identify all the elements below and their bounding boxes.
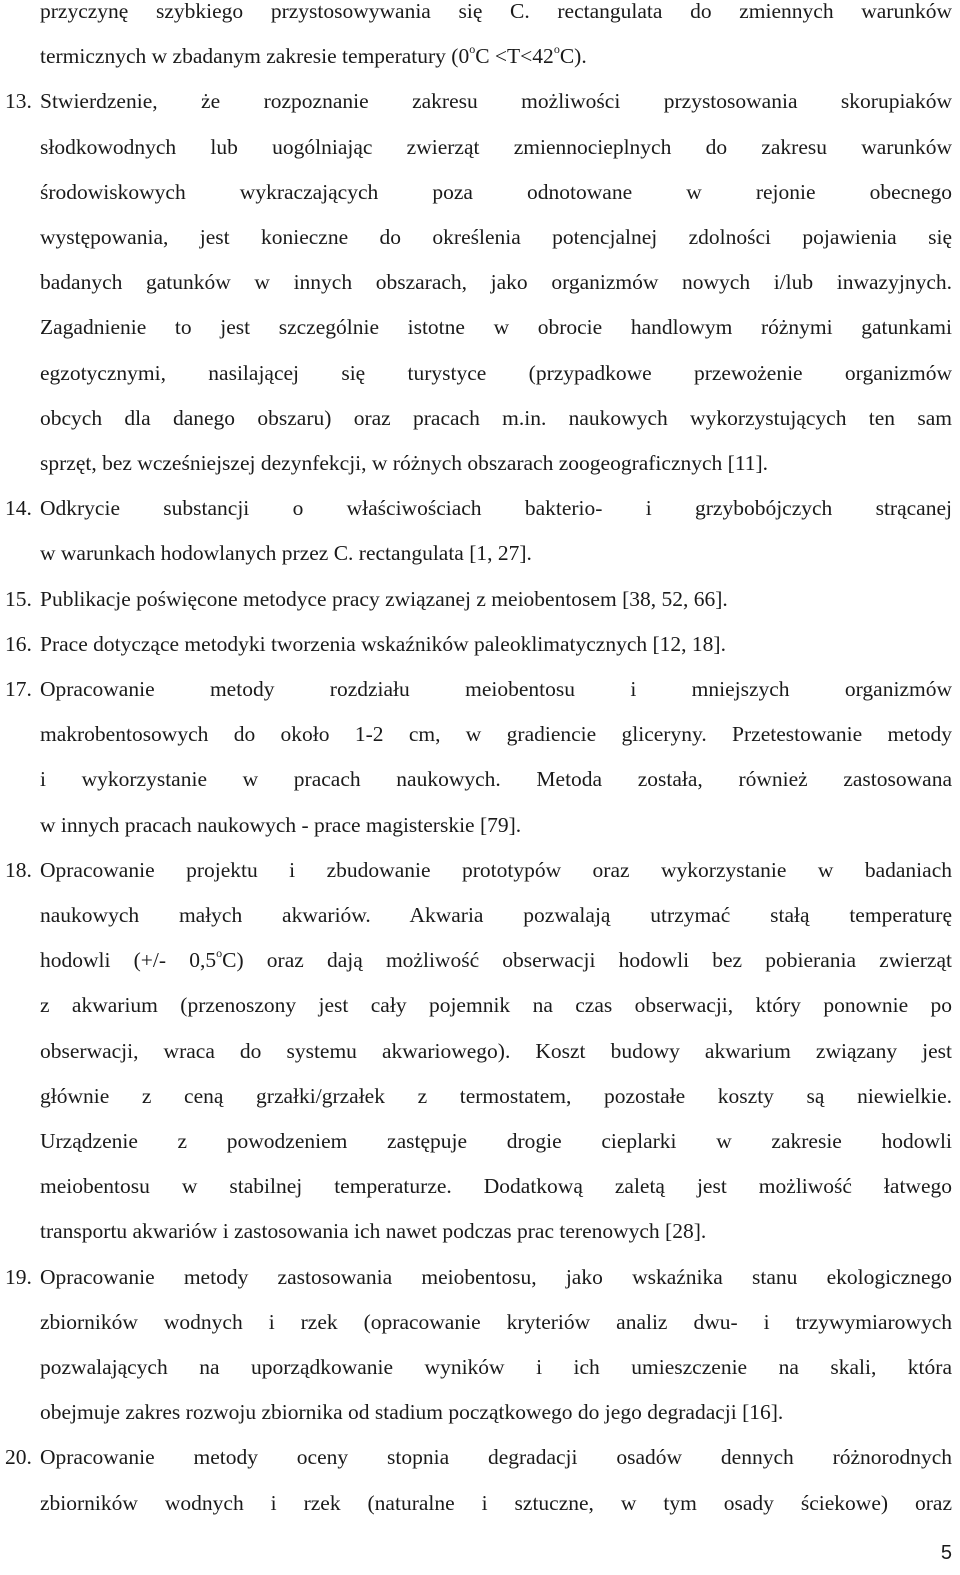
text-line [40,1390,952,1435]
text-line [40,848,952,893]
text-line [40,893,952,938]
superscript-text: o [216,946,223,961]
text-line [40,757,952,802]
line-text: Odkrycie substancji o właściwościach bakterio- i grzybobójczych strącanej [40,496,952,521]
line-text: C). [559,44,587,69]
line-text: środowiskowych wykraczających poza odnotowane w rejonie obecnego [40,179,952,204]
text-line [40,34,952,79]
text-line [40,125,952,170]
text-line [40,1481,952,1526]
line-text: badanych gatunków w innych obszarach, jako organizmów nowych i/lub inwazyjnych. [40,270,952,295]
line-text: obejmuje zakres rozwoju zbiornika od stadium początkowego do jego degradacji [16]. [40,1400,784,1425]
text-line [40,396,952,441]
text-line [40,486,952,531]
line-text: pozwalających na uporządkowanie wyników i ich umieszczenie na skali, która [40,1355,952,1379]
line-text: egzotycznymi, nasilającej się turystyce (przypadkowe przewożenie organizmów [40,360,952,385]
line-text: transportu akwariów i zastosowania ich nawet podczas prac terenowych [28]. [40,1219,707,1244]
line-text: występowania, jest konieczne do określenia potencjalnej zdolności pojawienia się [40,225,952,249]
text-line [40,1029,952,1074]
line-text: obcych dla danego obszaru) oraz pracach m.in. naukowych wykorzystujących ten sam [40,405,952,430]
text-line [40,1074,952,1119]
line-text: C) oraz dają możliwość obserwacji hodowli bez pobierania zwierząt [222,948,952,973]
text-line [40,305,952,350]
text-line [40,351,952,396]
superscript-text: o [469,42,476,57]
line-text: głównie z ceną grzałki/grzałek z termostatem, pozostałe koszty są niewielkie. [40,1083,952,1108]
text-line [40,1164,952,1209]
list-item-number: 20. [5,1445,32,1470]
line-text: słodkowodnych lub uogólniając zwierząt zmiennocieplnych do zakresu warunków [40,134,952,159]
text-line [40,1119,952,1164]
line-text: Opracowanie metody rozdziału meiobentosu i mniejszych organizmów [40,677,952,701]
line-text: zbiorników wodnych i rzek (naturalne i sztuczne, w tym osady ściekowe) oraz [40,1490,952,1515]
line-text: Stwierdzenie, że rozpoznanie zakresu możliwości przystosowania skorupiaków [40,89,952,114]
list-item-number: 17. [5,677,32,701]
list-item-number: 18. [5,857,32,882]
list-item-number: 16. [5,631,32,656]
text-line [40,983,952,1028]
text-line [40,215,952,260]
line-text: Publikacje poświęcone metodyce pracy związanej z meiobentosem [38, 52, 66]. [40,586,728,611]
text-line [40,531,952,576]
line-text: hodowli (+/- 0,5 [40,948,217,973]
line-text: Urządzenie z powodzeniem zastępuje drogie cieplarki w zakresie hodowli [40,1129,952,1153]
line-text: obserwacji, wraca do systemu akwariowego). Koszt budowy akwarium związany jest [40,1038,952,1063]
text-line [40,577,952,622]
text-line [40,938,952,983]
line-text: Opracowanie metody zastosowania meiobentosu, jako wskaźnika stanu ekologicznego [40,1264,952,1289]
text-line [40,803,952,848]
line-text: C <T<42 [475,44,554,69]
line-text: Opracowanie projektu i zbudowanie prototypów oraz wykorzystanie w badaniach [40,857,952,882]
text-line [40,622,952,667]
superscript-text: o [553,42,560,57]
text-line [40,260,952,305]
list-item-number: 19. [5,1264,32,1289]
list-item-number: 13. [5,89,32,114]
line-text: przyczynę szybkiego przystosowywania się C. rectangulata do zmiennych warunków [40,0,952,23]
text-line [40,1209,952,1254]
line-text: Prace dotyczące metodyki tworzenia wskaźników paleoklimatycznych [12, 18]. [40,631,726,656]
line-text: Zagadnienie to jest szczególnie istotne w obrocie handlowym różnymi gatunkami [40,315,952,340]
text-line [40,1300,952,1345]
line-text: i wykorzystanie w pracach naukowych. Metoda została, również zastosowana [40,767,952,792]
text-line [40,170,952,215]
text-line [40,0,952,34]
text-line [40,667,952,712]
text-line [40,441,952,486]
text-line [40,1345,952,1390]
list-item-number: 14. [5,496,32,521]
line-text: makrobentosowych do około 1-2 cm, w gradiencie gliceryny. Przetestowanie metody [40,722,952,747]
line-text: sprzęt, bez wcześniejszej dezynfekcji, w różnych obszarach zoogeograficznych [11]. [40,451,769,475]
line-text: zbiorników wodnych i rzek (opracowanie kryteriów analiz dwu- i trzywymiarowych [40,1309,952,1334]
line-text: z akwarium (przenoszony jest cały pojemnik na czas obserwacji, który ponownie po [40,993,952,1018]
text-line [40,1255,952,1300]
text-line [40,79,952,124]
line-text: naukowych małych akwariów. Akwaria pozwalają utrzymać stałą temperaturę [40,903,952,927]
list-item-number: 15. [5,586,32,611]
line-text: termicznych w zbadanym zakresie temperatury (0 [40,44,470,69]
line-text: w warunkach hodowlanych przez C. rectangulata [1, 27]. [40,541,532,566]
page-number: 5 [940,1542,952,1564]
text-line [40,712,952,757]
line-text: meiobentosu w stabilnej temperaturze. Dodatkową zaletą jest możliwość łatwego [40,1174,952,1199]
line-text: w innych pracach naukowych - prace magisterskie [79]. [40,812,522,837]
text-line [40,1435,952,1480]
line-text: Opracowanie metody oceny stopnia degradacji osadów dennych różnorodnych [40,1445,952,1470]
